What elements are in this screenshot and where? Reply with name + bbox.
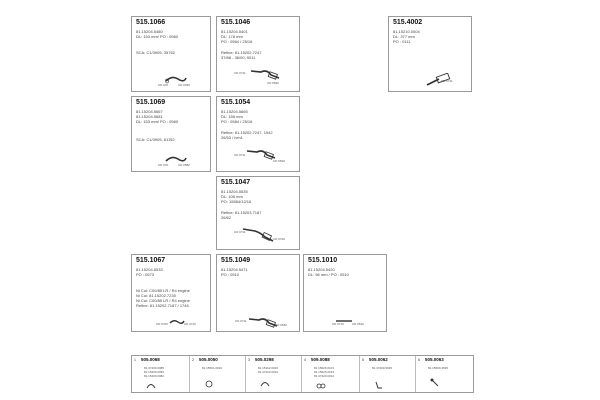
part-ref-label: CD 0700 (156, 322, 168, 326)
accessory-ref: 81.15626.0103 (314, 366, 335, 370)
accessory-number: 5 (362, 358, 364, 362)
accessory-code: 505.0063 (425, 357, 444, 362)
part-info-line: Refine: 81.15202.7187 / 1746 (136, 303, 189, 308)
part-info-line: DL: 106 mm (221, 194, 243, 199)
part-card-515-1067[interactable] (131, 254, 211, 332)
part-info-line: Ni Cui: C00/85 LR / R4 engine (136, 298, 190, 303)
part-card-515-1049[interactable] (216, 254, 300, 332)
accessory-ref: 81.15162.0010 (258, 366, 279, 370)
part-ref-label: CD 0711 (234, 71, 246, 75)
part-ref-label: CD 0710 (184, 322, 196, 326)
part-code: 515.1046 (221, 19, 251, 26)
accessory-cell[interactable] (132, 356, 190, 392)
accessory-ref: 81.15409.0092 (144, 370, 165, 374)
accessory-cell[interactable] (190, 356, 246, 392)
part-info-line: Refine: 81.15202.7247 (221, 50, 262, 55)
accessory-code: 505.0062 (369, 357, 388, 362)
accessory-number: 3 (248, 358, 250, 362)
part-info-line: Ni Cui: 81.15202.7235 (136, 293, 176, 298)
part-ref-label: CD 0710 (332, 322, 344, 326)
part-ref-label: CD 0582 (178, 163, 190, 167)
part-info-line: 81.15204.5471 (221, 267, 248, 272)
part-info-line: DL: 377 mm (393, 34, 415, 39)
accessory-ref: 81.37409.0085 (144, 366, 165, 370)
part-info-line: PO : 0510 (221, 272, 240, 277)
part-info-line: 26/53 / lvm1 (221, 135, 243, 140)
part-code: 515.1069 (136, 99, 166, 106)
part-ref-label: CD 0711 (234, 230, 246, 234)
part-ref-label: CD 0711 (235, 319, 247, 323)
part-info-line: SCA: C1/3905, 35762 (136, 50, 175, 55)
part-info-line: DL: 153 mm/ PO : 0560 (136, 119, 179, 124)
part-card-515-1066[interactable] (131, 16, 211, 92)
accessory-number: 4 (304, 358, 306, 362)
part-code: 515.4002 (393, 19, 423, 26)
part-info-line: 81.15204.5480 (136, 29, 163, 34)
accessory-number: 6 (418, 358, 420, 362)
part-code: 515.1010 (308, 257, 338, 264)
exhaust-pipe-icon (247, 313, 281, 331)
part-code: 515.1066 (136, 19, 166, 26)
hanger-icon (316, 382, 326, 390)
accessory-ref: 81.15626.0163 (314, 370, 335, 374)
accessories-strip (131, 355, 474, 393)
accessory-ref: 81.37420.0012 (314, 374, 335, 378)
part-info-line: SCA: C1/3905, 81152 (136, 137, 175, 142)
part-ref-label: CD 5540 (273, 159, 285, 163)
part-info-line: Refine: 81.15203.7187 (221, 210, 262, 215)
accessory-cell[interactable] (302, 356, 360, 392)
part-info-line: 26/62 (221, 215, 232, 220)
part-code: 515.1047 (221, 179, 251, 186)
part-info-line: 37/88 - 36/00, 9011 (221, 55, 256, 60)
accessory-number: 2 (192, 358, 194, 362)
part-info-line: PO: 15584/12/16 (221, 199, 252, 204)
accessory-cell[interactable] (246, 356, 302, 392)
part-card-515-1069[interactable] (131, 96, 211, 172)
part-ref-label: CD 6590 (267, 81, 279, 85)
part-ref-label: CD 0330 (178, 83, 190, 87)
part-ref-label: CD 070 (158, 163, 169, 167)
part-info-line: Ni Cui: C00/85 LR / R4 engine (136, 288, 190, 293)
accessory-code: 505.0050 (199, 357, 218, 362)
part-info-line: DL: 153 mm/ PO : 0560 (136, 34, 179, 39)
part-info-line: 81.15204.5535 (221, 189, 248, 194)
bracket-icon (374, 380, 384, 390)
clamp-icon (260, 380, 270, 388)
part-card-515-1010[interactable] (303, 254, 387, 332)
part-info-line: DL: 178 mm (221, 34, 243, 39)
part-ref-label: CD 070 (158, 83, 169, 87)
part-card-515-1047[interactable] (216, 176, 300, 250)
part-info-line: 81.15210.0004 (393, 29, 420, 34)
part-info-line: 81.15204.5667 (136, 109, 163, 114)
part-ref-label: CD 0711 (234, 153, 246, 157)
part-info-line: PO : 0584 / 25/16 (221, 119, 253, 124)
part-info-line: Refine: 81.15202.7247, 1942 (221, 130, 273, 135)
accessory-ref: 81.15409.0082 (144, 374, 165, 378)
accessory-code: 509.0088 (311, 357, 330, 362)
accessory-code: 505.0068 (141, 357, 160, 362)
exhaust-pipe-icon (241, 225, 275, 243)
part-card-515-1046[interactable] (216, 16, 300, 92)
part-ref-label: CD 0740 (273, 237, 285, 241)
part-info-line: 81.15204.5533 (136, 267, 163, 272)
accessory-ref: 81.37409.5045 (372, 366, 393, 370)
part-code: 515.1054 (221, 99, 251, 106)
accessory-cell[interactable] (416, 356, 473, 392)
part-card-515-4002[interactable] (388, 16, 472, 92)
bolt-icon (430, 378, 440, 388)
part-info-line: DL: 56 mm / PO : 0510 (308, 272, 349, 277)
clamp-icon (146, 382, 156, 390)
part-info-line: 81.15204.5401 (221, 29, 248, 34)
accessory-number: 1 (134, 358, 136, 362)
part-code: 515.1049 (221, 257, 251, 264)
accessory-ref: 81.15501.0016 (202, 366, 223, 370)
part-info-line: PO : 0573 (136, 272, 155, 277)
accessory-ref: 81.15509.3535 (428, 366, 449, 370)
gasket-icon (204, 380, 214, 388)
part-card-515-1054[interactable] (216, 96, 300, 172)
accessory-cell[interactable] (360, 356, 416, 392)
part-ref-label: CD 0540 (275, 323, 287, 327)
part-info-line: 81.15204.5665 (221, 109, 248, 114)
part-code: 515.1067 (136, 257, 166, 264)
part-info-line: DL: 156 mm (221, 114, 243, 119)
part-info-line: PO : 0564 / 25/16 (221, 39, 253, 44)
accessory-code: 505.0298 (255, 357, 274, 362)
part-info-line: 81.15204.5681 (136, 114, 163, 119)
part-info-line: PO : 0111 (393, 39, 411, 44)
part-info-line: 81.15204.5420 (308, 267, 335, 272)
part-ref-label: CD 0510 (352, 322, 364, 326)
accessory-ref: 81.37420.0010 (258, 370, 279, 374)
part-ref-label: CD 0711 (441, 79, 453, 83)
